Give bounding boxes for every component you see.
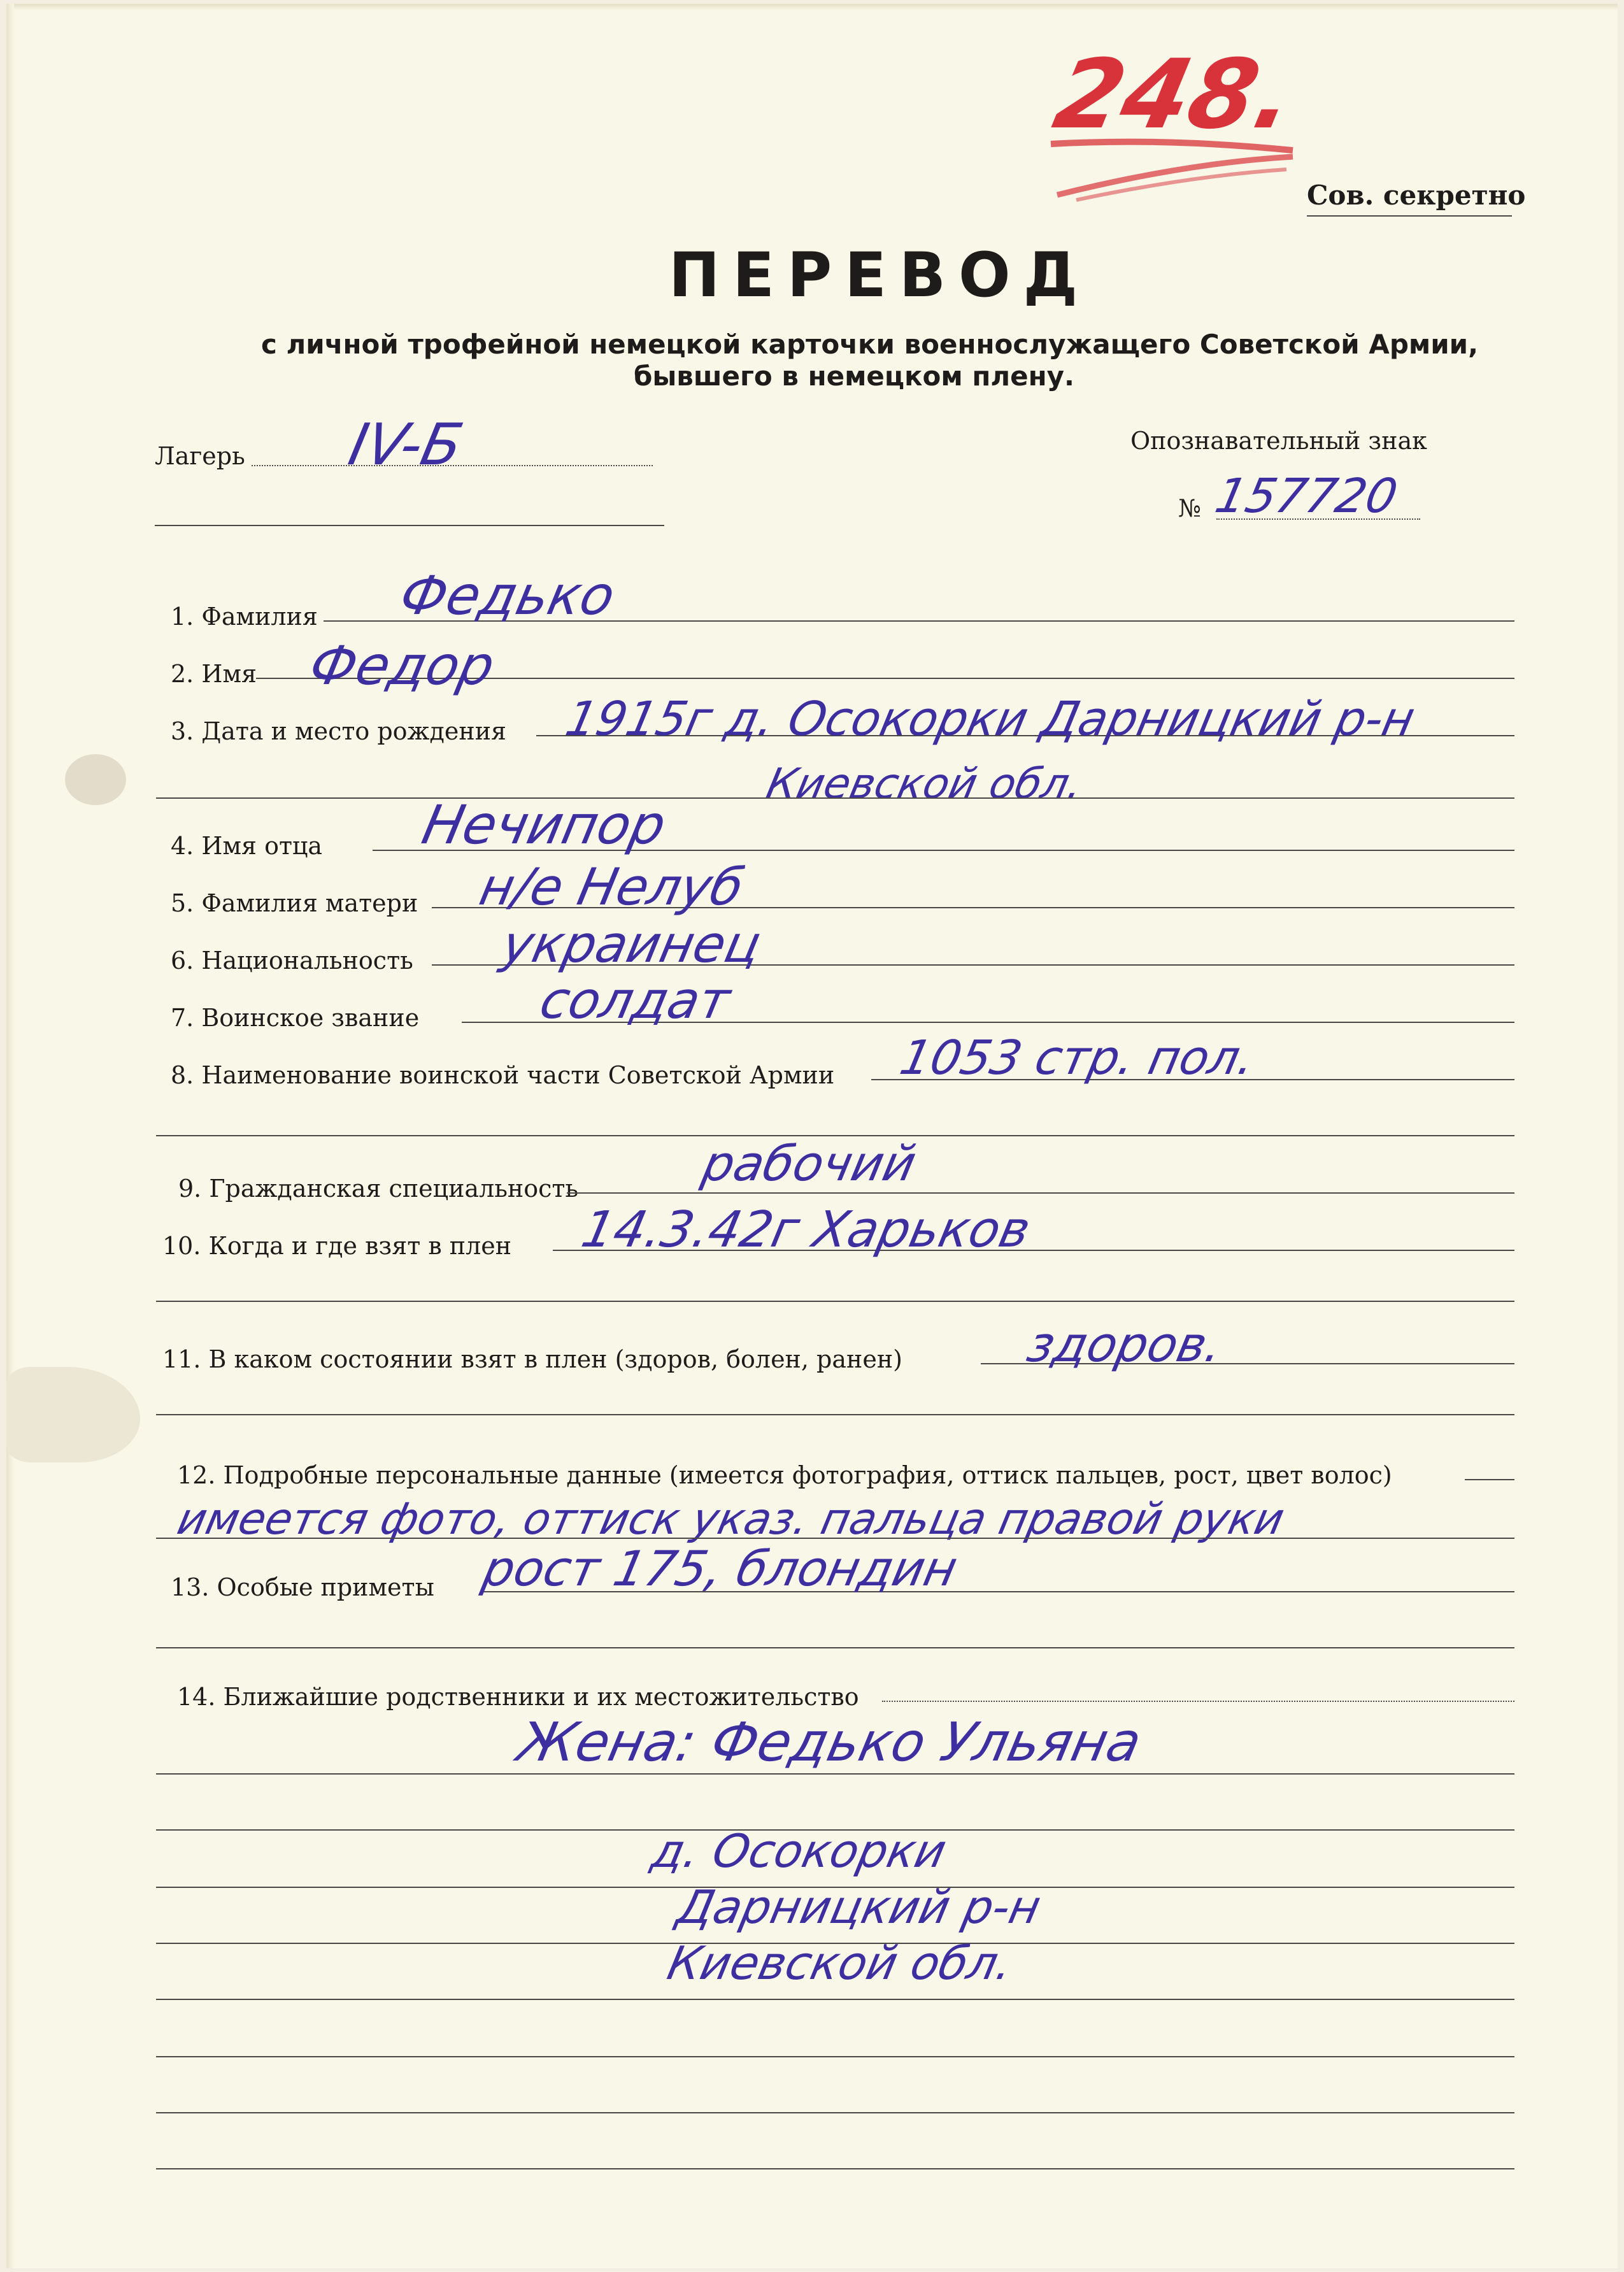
- document-page: [6, 4, 1618, 2268]
- field-3-line-2: [156, 797, 1514, 799]
- field-14-line-9: [156, 2168, 1514, 2169]
- field-2-value: Федор: [304, 634, 501, 697]
- document-subtitle-line1: с личной трофейной немецкой карточки военнослужащего Советской Армии,: [261, 329, 1479, 360]
- field-14-label: 14. Ближайшие родственники и их местожительство: [177, 1683, 859, 1711]
- field-7-label: 7. Воинское звание: [171, 1004, 420, 1032]
- field-13-value: рост 175, блондин: [478, 1540, 963, 1597]
- field-12-line-2: [156, 1538, 1514, 1539]
- camp-label: Лагерь: [155, 442, 245, 470]
- field-11-label: 11. В каком состоянии взят в плен (здоров, болен, ранен): [162, 1345, 902, 1373]
- secrecy-underline: [1307, 215, 1512, 217]
- field-3-value-cont: Киевской обл.: [762, 759, 1088, 808]
- field-9-line: [567, 1192, 1514, 1194]
- field-10-label: 10. Когда и где взят в плен: [162, 1232, 512, 1260]
- field-14-line-6: [156, 1999, 1514, 2000]
- secrecy-label: Сов. секретно: [1307, 180, 1526, 211]
- field-5-value: н/е Нелуб: [474, 857, 749, 917]
- document-title: ПЕРЕВОД: [669, 239, 1091, 311]
- field-8-value: 1053 стр. пол.: [895, 1031, 1260, 1085]
- field-12-value: имеется фото, оттиск указ. пальца правой руки: [173, 1494, 1289, 1545]
- field-1-label: 1. Фамилия: [171, 603, 318, 631]
- field-14-line-2: [156, 1773, 1514, 1775]
- field-12-line: [1465, 1479, 1514, 1480]
- field-5-label: 5. Фамилия матери: [171, 889, 418, 917]
- field-6-label: 6. Национальность: [171, 947, 413, 975]
- field-14-value-2: д. Осокорки: [647, 1824, 951, 1878]
- field-14-line-7: [156, 2056, 1514, 2057]
- field-10-value: 14.3.42г Харьков: [576, 1201, 1036, 1259]
- paper-edge-top: [6, 4, 1618, 10]
- field-3-label: 3. Дата и место рождения: [171, 717, 507, 745]
- field-7-value: солдат: [535, 971, 736, 1030]
- document-subtitle-line2: бывшего в немецком плену.: [634, 361, 1074, 392]
- field-13-line-2: [156, 1647, 1514, 1648]
- paper-edge-left: [6, 4, 14, 2268]
- field-14-line: [882, 1701, 1514, 1702]
- field-2-label: 2. Имя: [171, 660, 257, 688]
- torn-edge: [6, 1367, 140, 1462]
- field-14-value-1: Жена: Федько Ульяна: [512, 1711, 1147, 1773]
- field-11-value: здоров.: [1022, 1316, 1228, 1373]
- field-14-line-8: [156, 2112, 1514, 2113]
- punch-hole: [65, 754, 126, 805]
- field-6-value: украинец: [497, 915, 767, 974]
- field-9-label: 9. Гражданская специальность: [178, 1175, 579, 1203]
- camp-value: IV-Б: [343, 411, 469, 478]
- field-11-line-2: [156, 1414, 1514, 1415]
- field-10-line-2: [156, 1301, 1514, 1302]
- field-12-label: 12. Подробные персональные данные (имеется фотография, оттиск пальцев, рост, цвет волос): [177, 1461, 1392, 1489]
- field-3-value: 1915г д. Осокорки Дарницкий р-н: [560, 692, 1420, 747]
- field-14-value-3: Дарницкий р-н: [673, 1880, 1046, 1934]
- tag-value: 157720: [1210, 469, 1402, 524]
- field-1-value: Федько: [394, 564, 621, 627]
- field-8-label: 8. Наименование воинской части Советской Армии: [171, 1061, 835, 1089]
- field-14-value-4: Киевской обл.: [663, 1936, 1018, 1990]
- camp-line-2: [155, 525, 664, 526]
- field-4-value: Нечипор: [417, 794, 672, 856]
- tag-number-label: №: [1178, 494, 1201, 522]
- field-13-label: 13. Особые приметы: [171, 1573, 434, 1601]
- field-9-value: рабочий: [697, 1135, 922, 1192]
- archive-stamp-number: 248.: [1045, 39, 1305, 150]
- field-4-label: 4. Имя отца: [171, 832, 323, 860]
- tag-label: Опознавательный знак: [1130, 427, 1427, 455]
